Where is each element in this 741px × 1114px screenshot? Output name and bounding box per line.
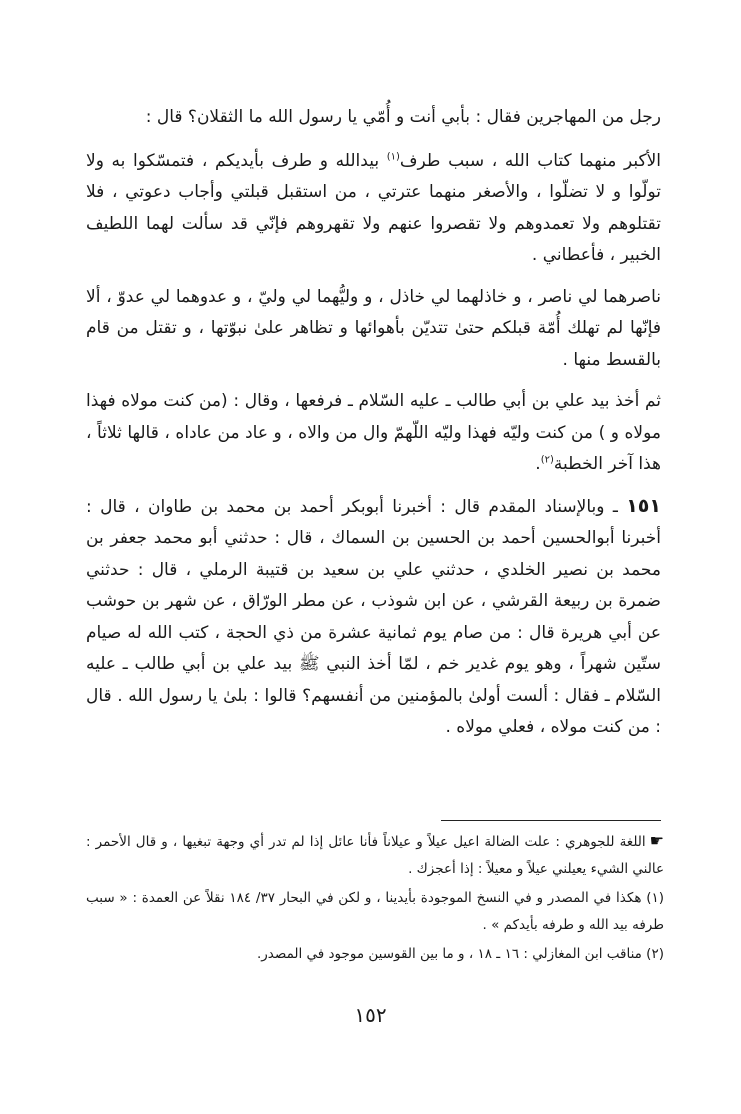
paragraph-2: [86, 146, 661, 272]
paragraph-2-text-a: الأكبر منهما كتاب الله ، سبب طرف: [399, 150, 661, 171]
paragraph-2-text-b: بيدالله و طرف بأيديكم ، فتمسّكوا به ولا تولّوا و لا تضلّوا ، والأصغر منهما عترتي ، من استقبل قبلتي وأجاب دعوتي ، فلا تقتلوهم ولا تعمدوهم ولا تقصروا عنهم ولا تقهروهم فإنّي قد سألت لهما اللطيف الخبير ، فأعطاني .: [86, 150, 661, 265]
footnote-2-text: (٢) مناقب ابن المغازلي : ١٦ ـ ١٨ ، و ما بين القوسين موجود في المصدر.: [256, 946, 664, 962]
footnote-divider: [441, 820, 661, 821]
footnote-0-text: اللغة للجوهري : علت الضالة اعيل عيلاً و عيلاناً فأنا عائل إذا لم تدر أي وجهة تبغيها ، و قال الأحمر : عالني الشيء يعيلني عيلاً و معيلاً : إذا أعجزك .: [86, 834, 664, 877]
paragraph-4: [86, 386, 661, 481]
footnote-ref-2: (٢): [540, 454, 554, 466]
footnotes: [86, 827, 664, 970]
footnote-ref-1: (١): [386, 150, 400, 162]
paragraph-1: [86, 102, 661, 134]
footnote-1-text: (١) هكذا في المصدر و في النسخ الموجودة بأيدينا ، و لكن في البحار ٣٧/ ١٨٤ نقلاً عن العمدة : « سبب طرفه بيد الله و طرفه بأيدكم » .: [86, 890, 665, 933]
footnote-2: [86, 941, 664, 968]
paragraph-5-text: ـ وبالإسناد المقدم قال : أخبرنا أبوبكر أحمد بن محمد بن طاوان ، قال : أخبرنا أبوالحسين أحمد بن الحسين بن السماك ، قال : حدثني أبو محمد جعفر بن محمد بن نصير الخلدي ، حدثني علي بن سعيد بن قتيبة الرملي ، قال : حدثني ضمرة بن ربيعة القرشي ، عن ابن شوذب ، عن مطر الورّاق ، عن شهر بن حوشب عن أبي هريرة قال : من صام يوم ثمانية عشرة من ذي الحجة ، كتب الله له صيام ستّين شهراً ، وهو يوم غدير خم ، لمّا أخذ النبي ﷺ بيد علي بن أبي طالب ـ عليه السّلام ـ فقال : ألست أولىٰ بالمؤمنين من أنفسهم؟ قالوا : بلىٰ يا رسول الله . قال : من كنت مولاه ، فعلي مولاه .: [86, 496, 661, 737]
footnote-1: [86, 885, 664, 939]
main-text: [86, 102, 661, 754]
paragraph-3-text: ناصرهما لي ناصر ، و خاذلهما لي خاذل ، و وليُّهما لي وليّ ، و عدوهما لي عدوّ ، ألا فإنّها لم تهلك أُمّة قبلكم حتىٰ تتديّن بأهوائها و تظاهر علىٰ نبوّتها ، و تقتل من قام بالقسط منها .: [86, 286, 661, 370]
paragraph-3: [86, 282, 661, 377]
page-number: ١٥٢: [354, 1003, 387, 1027]
paragraph-4-text-a: ثم أخذ بيد علي بن أبي طالب ـ عليه السّلام ـ فرفعها ، وقال : (من كنت مولاه فهذا مولاه و ) من كنت وليّه فهذا وليّه اللّهمّ وال من والاه ، و عاد من عاداه ، قالها ثلاثاً ، هذا آخر الخطبة: [86, 391, 661, 474]
footnote-0: [86, 827, 664, 883]
pointing-hand-icon: ☛: [649, 831, 664, 850]
paragraph-5: [86, 491, 661, 744]
paragraph-4-text-b: .: [535, 454, 541, 474]
paragraph-1-text: رجل من المهاجرين فقال : بأبي أنت و أُمّي يا رسول الله ما الثقلان؟ قال :: [145, 107, 661, 127]
hadith-number: ١٥١: [626, 494, 661, 517]
